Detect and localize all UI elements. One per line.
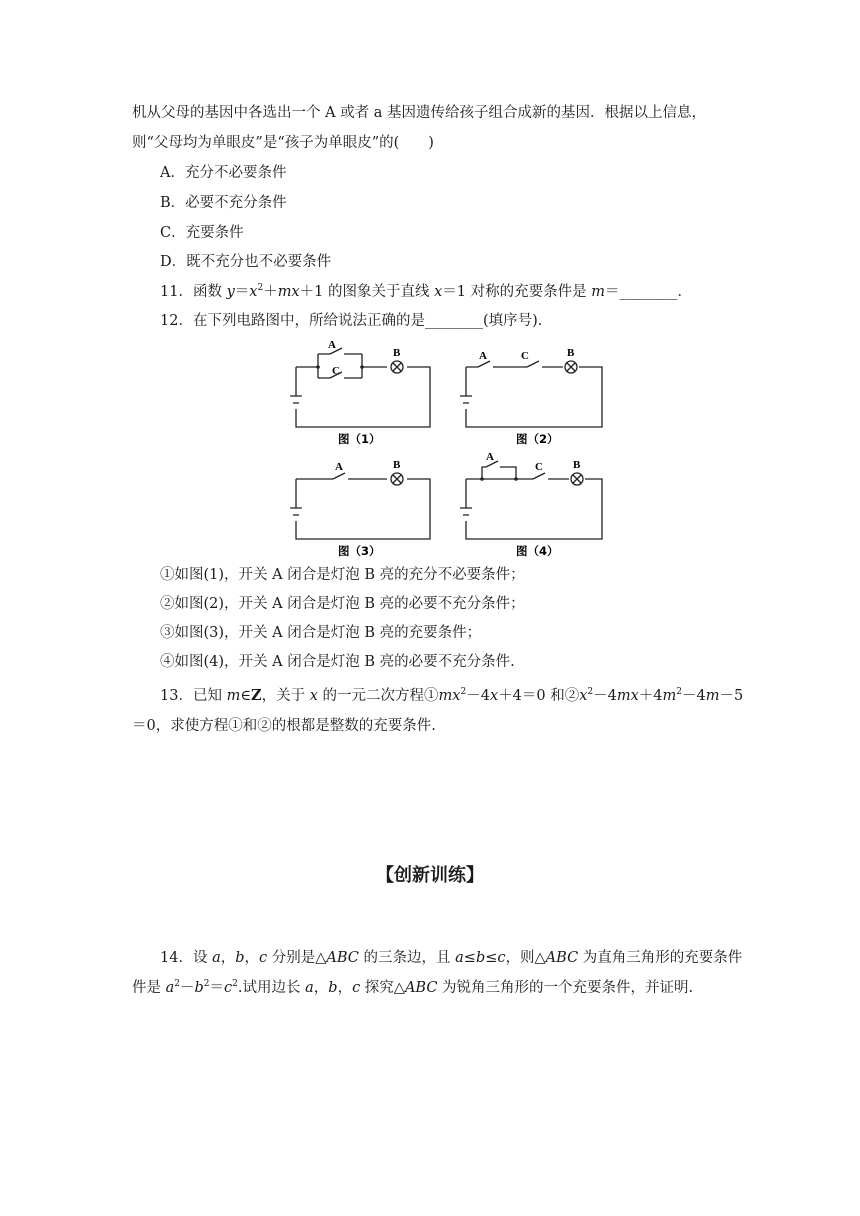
- statement-3: ③如图(3)，开关 A 闭合是灯泡 B 亮的充要条件；: [160, 625, 482, 641]
- label-c: C: [521, 350, 529, 362]
- label-a: A: [335, 461, 343, 473]
- intro-line-2: 则“父母均为单眼皮”是“孩子为单眼皮”的( ): [132, 135, 434, 151]
- option-a: A．充分不必要条件: [160, 165, 287, 181]
- label-b: B: [393, 459, 401, 471]
- label-b: B: [573, 459, 581, 471]
- circuit-2: [460, 361, 602, 427]
- caption-1: 图（1）: [338, 432, 381, 446]
- question-13-line-2: ＝0，求使方程①和②的根都是整数的充要条件.: [132, 718, 436, 734]
- caption-3: 图（3）: [338, 544, 381, 558]
- label-b: B: [567, 347, 575, 359]
- label-c: C: [535, 461, 543, 473]
- circuit-1: [290, 348, 430, 427]
- intro-line-1: 机从父母的基因中各选出一个 A 或者 a 基因遗传给孩子组合成新的基因．根据以上信息，: [132, 105, 707, 121]
- question-12: 12．在下列电路图中，所给说法正确的是________(填序号).: [160, 313, 543, 329]
- question-14-line-2: 件是 $a^2-b^2=c^2$.试用边长 a，b，c 探究△ABC 为锐角三角形的一个充要条件，并证明.: [132, 979, 694, 996]
- label-a: A: [328, 339, 336, 351]
- section-title: 【创新训练】: [376, 865, 484, 886]
- label-b: B: [393, 347, 401, 359]
- statement-2: ②如图(2)，开关 A 闭合是灯泡 B 亮的必要不充分条件；: [160, 596, 525, 612]
- circuit-3: [290, 473, 430, 539]
- label-a: A: [486, 451, 494, 463]
- option-c: C．充要条件: [160, 225, 244, 241]
- question-14-line-1: 14．设 a，b，c 分别是△ABC 的三条边，且 a≤b≤c，则△ABC 为直角三角形的充要条件: [160, 950, 743, 966]
- option-b: B．必要不充分条件: [160, 195, 287, 211]
- label-c: C: [332, 365, 340, 377]
- statement-1: ①如图(1)，开关 A 闭合是灯泡 B 亮的充分不必要条件；: [160, 567, 525, 583]
- circuit-4: [460, 461, 602, 539]
- question-13-line-1: 13．已知 m∈Z，关于 x 的一元二次方程$①mx^2-4x+4=0$ 和$②x^2-4mx+4m^2-4m-5$: [160, 687, 744, 704]
- circuit-diagrams: [280, 336, 610, 562]
- label-a: A: [479, 350, 487, 362]
- statement-4: ④如图(4)，开关 A 闭合是灯泡 B 亮的必要不充分条件.: [160, 654, 515, 670]
- question-11: 11．函数 $y=x^2+mx+1$ 的图象关于直线 x＝1 对称的充要条件是 m＝________．: [160, 283, 692, 300]
- caption-4: 图（4）: [516, 544, 559, 558]
- caption-2: 图（2）: [516, 432, 559, 446]
- option-d: D．既不充分也不必要条件: [160, 254, 332, 270]
